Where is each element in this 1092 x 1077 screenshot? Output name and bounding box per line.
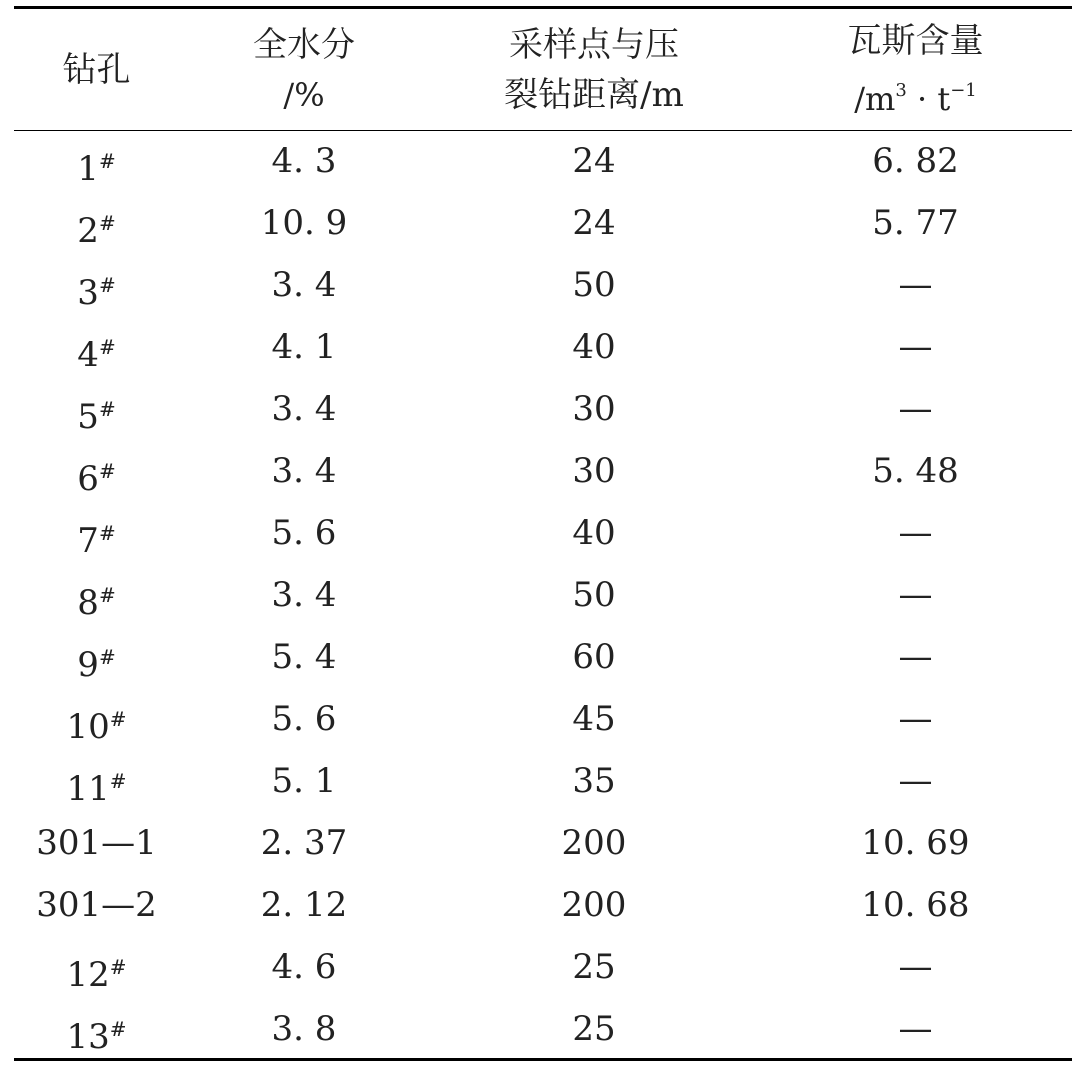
cell-gas: —: [898, 513, 933, 553]
header-gas-label: 瓦斯含量: [847, 20, 984, 61]
hole-mark: #: [109, 955, 127, 979]
cell-distance: 25: [572, 947, 616, 987]
header-water-label: 全水分: [253, 24, 355, 65]
table-body: [14, 130, 1072, 1060]
table-row: [14, 192, 1072, 254]
cell-hole: [14, 812, 179, 874]
hole-id: 4: [77, 335, 99, 375]
table-bottom-rule: [14, 1058, 1072, 1061]
cell-water: 5. 1: [271, 761, 337, 801]
table-row: [14, 130, 1072, 192]
cell-gas: —: [898, 575, 933, 615]
cell-gas: —: [898, 699, 933, 739]
header-gas-unit: [854, 66, 977, 124]
cell-distance: 50: [572, 265, 616, 305]
table-row: [14, 874, 1072, 936]
table-row: [14, 254, 1072, 316]
cell-gas: —: [898, 761, 933, 801]
header-gas: [759, 9, 1072, 130]
hole-mark: #: [98, 335, 116, 359]
hole-mark: #: [98, 149, 116, 173]
cell-distance: 30: [572, 389, 616, 429]
cell-distance: 40: [572, 513, 616, 553]
cell-water: 2. 37: [260, 823, 348, 863]
hole-id: 6: [77, 459, 99, 499]
cell-water: 5. 6: [271, 699, 337, 739]
cell-distance: 200: [561, 885, 627, 925]
cell-gas: 5. 48: [872, 451, 959, 491]
hole-id: 9: [77, 645, 99, 685]
hole-id: 2: [77, 211, 99, 251]
hole-mark: #: [98, 211, 116, 235]
table-header: [14, 9, 1072, 130]
cell-distance: 24: [572, 203, 616, 243]
hole-mark: #: [98, 397, 116, 421]
hole-id: 5: [77, 397, 99, 437]
table-row: [14, 750, 1072, 812]
cell-hole: [14, 254, 179, 316]
cell-hole: [14, 192, 179, 254]
cell-hole: [14, 502, 179, 564]
cell-distance: 35: [572, 761, 616, 801]
cell-distance: 40: [572, 327, 616, 367]
cell-hole: [14, 130, 179, 192]
hole-mark: #: [109, 707, 127, 731]
hole-id: 8: [77, 583, 99, 623]
cell-gas: —: [898, 637, 933, 677]
cell-distance: 200: [561, 823, 627, 863]
hole-mark: #: [98, 645, 116, 669]
cell-water: 3. 8: [271, 1009, 337, 1049]
cell-water: 5. 4: [271, 637, 337, 677]
hole-mark: #: [109, 1017, 127, 1041]
cell-gas: 6. 82: [872, 141, 959, 181]
hole-id: 11: [66, 769, 110, 809]
cell-water: 2. 12: [260, 885, 348, 925]
hole-id: 10: [66, 707, 110, 747]
cell-gas: 10. 69: [861, 823, 970, 863]
cell-distance: 25: [572, 1009, 616, 1049]
cell-water: 4. 6: [271, 947, 337, 987]
cell-hole: [14, 564, 179, 626]
table-row: [14, 316, 1072, 378]
table-row: [14, 564, 1072, 626]
header-water: [179, 9, 429, 130]
hole-id: 12: [66, 955, 110, 995]
gas-unit-t-exp: −1: [950, 79, 977, 101]
cell-hole: [14, 936, 179, 998]
cell-hole: [14, 874, 179, 936]
hole-id: 301—2: [36, 885, 157, 925]
cell-gas: —: [898, 389, 933, 429]
header-hole-label: 钻孔: [62, 49, 131, 90]
table-row: [14, 812, 1072, 874]
hole-mark: #: [98, 521, 116, 545]
hole-id: 3: [77, 273, 99, 313]
cell-hole: [14, 440, 179, 502]
hole-mark: #: [98, 459, 116, 483]
header-distance-label-line1: 采样点与压: [509, 24, 679, 65]
table-row: [14, 936, 1072, 998]
cell-distance: 24: [572, 141, 616, 181]
cell-distance: 50: [572, 575, 616, 615]
cell-water: 3. 4: [271, 389, 337, 429]
table-row: [14, 440, 1072, 502]
table-row: [14, 688, 1072, 750]
table-row: [14, 378, 1072, 440]
hole-id: 1: [77, 149, 99, 189]
cell-distance: 30: [572, 451, 616, 491]
cell-water: 10. 9: [260, 203, 348, 243]
table-row: [14, 502, 1072, 564]
hole-mark: #: [98, 583, 116, 607]
cell-water: 5. 6: [271, 513, 337, 553]
cell-water: 3. 4: [271, 451, 337, 491]
cell-gas: 5. 77: [872, 203, 959, 243]
gas-unit-t: · t: [906, 79, 951, 118]
table-row: [14, 998, 1072, 1060]
cell-hole: [14, 998, 179, 1060]
hole-mark: #: [109, 769, 127, 793]
cell-hole: [14, 378, 179, 440]
cell-gas: —: [898, 1009, 933, 1049]
header-hole: [14, 9, 179, 130]
hole-id: 301—1: [36, 823, 157, 863]
hole-id: 7: [77, 521, 99, 561]
cell-water: 3. 4: [271, 265, 337, 305]
cell-water: 4. 1: [271, 327, 337, 367]
cell-gas: —: [898, 947, 933, 987]
header-distance: [429, 9, 759, 130]
gas-unit-m: /m: [854, 79, 896, 118]
cell-water: 4. 3: [271, 141, 337, 181]
hole-mark: #: [98, 273, 116, 297]
cell-distance: 60: [572, 637, 616, 677]
header-distance-label-line2: 裂钻距离/m: [504, 74, 684, 115]
gas-unit-m-exp: 3: [895, 79, 907, 101]
hole-id: 13: [66, 1017, 110, 1057]
cell-hole: [14, 750, 179, 812]
cell-water: 3. 4: [271, 575, 337, 615]
cell-gas: —: [898, 327, 933, 367]
cell-hole: [14, 688, 179, 750]
cell-gas: 10. 68: [861, 885, 970, 925]
table-row: [14, 626, 1072, 688]
cell-hole: [14, 316, 179, 378]
cell-gas: —: [898, 265, 933, 305]
cell-distance: 45: [572, 699, 616, 739]
cell-hole: [14, 626, 179, 688]
header-water-unit: /%: [283, 75, 325, 114]
